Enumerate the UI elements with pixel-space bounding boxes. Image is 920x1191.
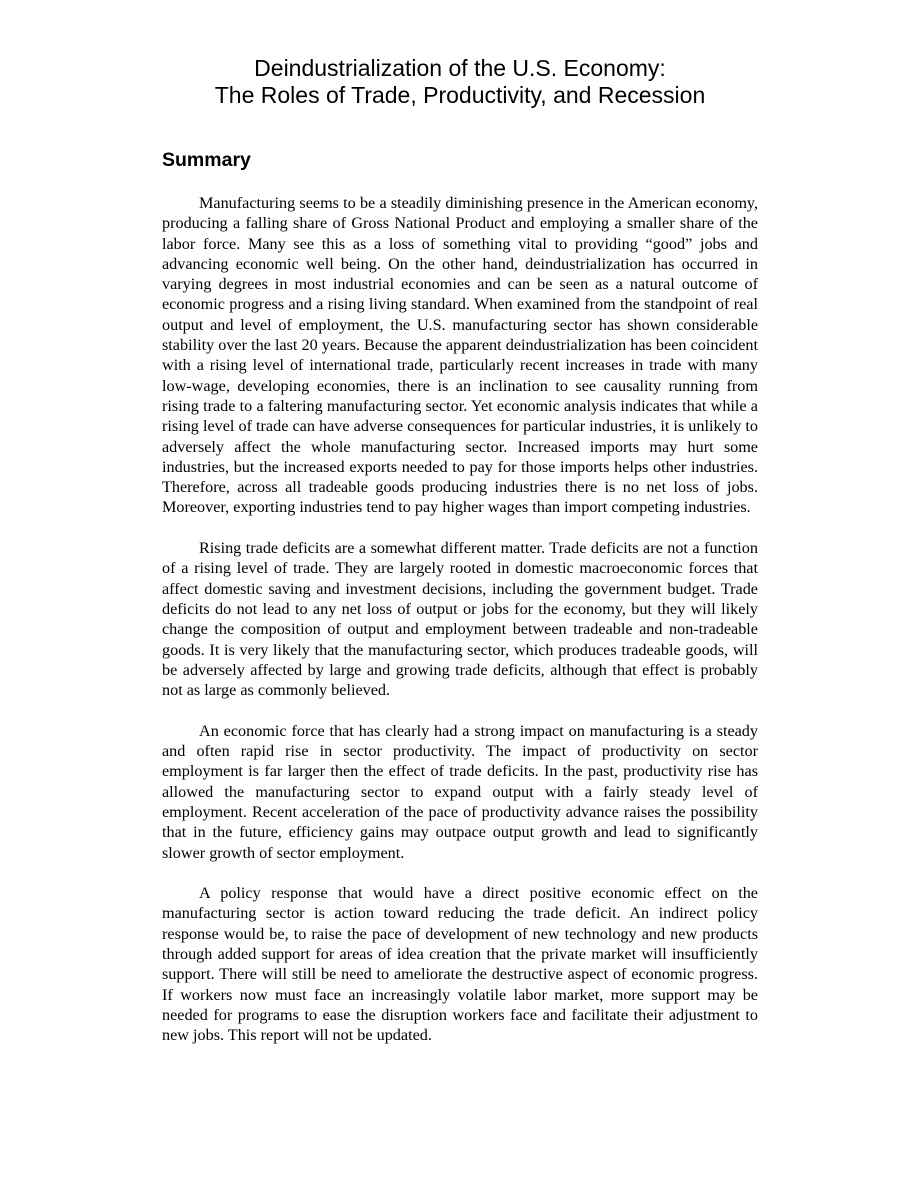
summary-body [162, 193, 758, 1066]
summary-paragraph-1: Manufacturing seems to be a steadily diminishing presence in the American economy, producing a falling share of Gross National Product and employing a smaller share of the labor force. Many see this as a loss of something vital to providing “good” jobs and advancing economic well being. On the other hand, deindustrialization has occurred in varying degrees in most industrial economies and can be seen as a natural outcome of economic progress and a rising living standard. When examined from the standpoint of real output and level of employment, the U.S. manufacturing sector has shown considerable stability over the last 20 years. Because the apparent deindustrialization has been coincident with a rising level of international trade, particularly recent increases in trade with many low-wage, developing economies, there is an inclination to see causality running from rising trade to a faltering manufacturing sector. Yet economic analysis indicates that while a rising level of trade can have adverse consequences for particular industries, it is unlikely to adversely affect the whole manufacturing sector. Increased imports may hurt some industries, but the increased exports needed to pay for those imports helps other industries. Therefore, across all tradeable goods producing industries there is no net loss of jobs. Moreover, exporting industries tend to pay higher wages than import competing industries. [162, 194, 758, 517]
summary-paragraph-4: A policy response that would have a direct positive economic effect on the manufacturing sector is action toward reducing the trade deficit. An indirect policy response would be, to raise the pace of development of new technology and new products through added support for areas of idea creation that the private market will insufficiently support. There will still be need to ameliorate the destructive aspect of economic progress. If workers now must face an increasingly volatile labor market, more support may be needed for programs to ease the disruption workers face and facilitate their adjustment to new jobs. This report will not be updated. [162, 884, 758, 1045]
title-line-1: Deindustrialization of the U.S. Economy: [254, 55, 666, 81]
document-title [0, 55, 920, 109]
section-heading-summary: Summary [162, 149, 251, 171]
title-line-2: The Roles of Trade, Productivity, and Recession [214, 82, 706, 108]
summary-paragraph-3: An economic force that has clearly had a strong impact on manufacturing is a steady and often rapid rise in sector productivity. The impact of productivity on sector employment is far larger then the effect of trade deficits. In the past, productivity rise has allowed the manufacturing sector to expand output with a fairly steady level of employment. Recent acceleration of the pace of productivity advance raises the possibility that in the future, efficiency gains may outpace output growth and lead to significantly slower growth of sector employment. [162, 721, 758, 862]
summary-paragraph-2: Rising trade deficits are a somewhat different matter. Trade deficits are not a function of a rising level of trade. They are largely rooted in domestic macroeconomic forces that affect domestic saving and investment decisions, including the government budget. Trade deficits do not lead to any net loss of output or jobs for the economy, but they will likely change the composition of output and employment between tradeable and non-tradeable goods. It is very likely that the manufacturing sector, which produces tradeable goods, will be adversely affected by large and growing trade deficits, although that effect is probably not as large as commonly believed. [162, 539, 758, 700]
